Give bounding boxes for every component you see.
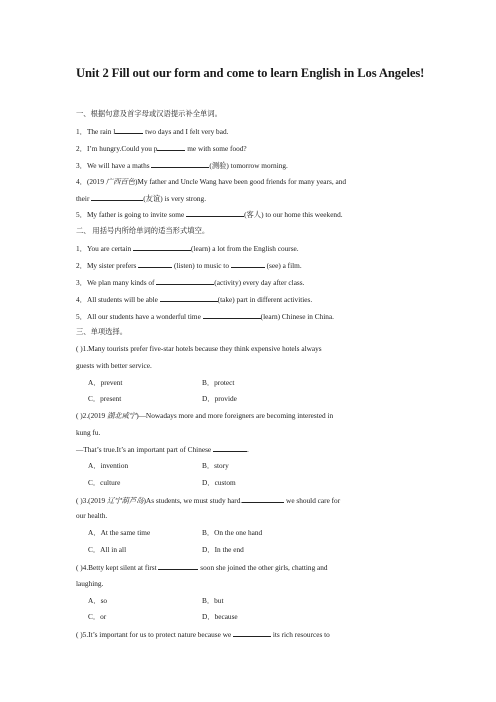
part3-q1-option-c: C．present — [88, 394, 122, 403]
part3-q2-option-c: C．culture — [88, 478, 121, 487]
part3-q2-option-b: B．story — [202, 461, 229, 470]
part3-q4: ( )4.Betty kept silent at first soon she joined the other girls, chatting and — [76, 563, 328, 572]
part1-q4-cont: their (友谊) is very strong. — [76, 194, 207, 203]
part3-q3-option-d: D．In the end — [202, 545, 244, 554]
part3-q4-cont: laughing. — [76, 579, 104, 588]
page-title: Unit 2 Fill out our form and come to learn English in Los Angeles! — [76, 66, 425, 80]
part2-q5: 5．All our students have a wonderful time (learn) Chinese in China. — [76, 312, 335, 321]
section-heading-three: 三、单项选择。 — [76, 327, 128, 336]
part3-q3-cont: our health. — [76, 511, 108, 520]
part2-q3: 3．We plan many kinds of (activity) every day after class. — [76, 278, 305, 287]
part1-q1: 1．The rain l two days and I felt very bad. — [76, 127, 229, 136]
part3-q1-cont: guests with better service. — [76, 361, 152, 370]
part3-q3-option-a: A．At the same time — [88, 528, 151, 537]
part2-q1: 1．You are certain (learn) a lot from the English course. — [76, 244, 299, 253]
part3-q3-option-c: C．All in all — [88, 545, 127, 554]
part1-q2: 2．I’m hungry.Could you p me with some food? — [76, 144, 247, 153]
section-heading-two: 二、 用括号内所给单词的适当形式填空。 — [76, 226, 210, 235]
part3-q5: ( )5.It’s important for us to protect nature because we its rich resources to — [76, 630, 330, 639]
part3-q2-option-d: D．custom — [202, 478, 236, 487]
part3-q4-option-d: D．because — [202, 612, 238, 621]
part3-q2-dialog: —That’s true.It’s an important part of Chinese . — [76, 445, 249, 454]
part3-q2-option-a: A．invention — [88, 461, 129, 470]
part3-q1-option-d: D．provide — [202, 394, 237, 403]
part1-q5: 5．My father is going to invite some (客人) to our home this weekend. — [76, 210, 343, 219]
part3-q4-option-c: C．or — [88, 612, 107, 621]
part3-q1-option-a: A．prevent — [88, 378, 123, 387]
part2-q2: 2．My sister prefers (listen) to music to (see) a film. — [76, 261, 302, 270]
part1-q3: 3．We will have a maths (测验) tomorrow morning. — [76, 161, 288, 170]
part3-q2-cont: kung fu. — [76, 428, 101, 437]
part3-q3: ( )3.(2019 辽宁葫芦岛)As students, we must study hard. we should care for — [76, 496, 341, 505]
part3-q4-option-a: A．so — [88, 596, 108, 605]
part3-q3-option-b: B．On the one hand — [202, 528, 263, 537]
part3-q4-option-b: B．but — [202, 596, 224, 605]
part2-q4: 4．All students will be able (take) part in different activities. — [76, 295, 313, 304]
part3-q2: ( )2.(2019 湖北咸宁)—Nowadays more and more foreigners are becoming interested in — [76, 411, 334, 420]
section-heading-one: 一、根据句意及首字母或汉语提示补全单词。 — [76, 109, 222, 118]
part3-q1-option-b: B．protect — [202, 378, 235, 387]
part1-q4: 4．(2019 广西百色)My father and Uncle Wang have been good friends for many years, and — [76, 177, 346, 186]
part3-q1: ( )1.Many tourists prefer five-star hotels because they think expensive hotels always — [76, 344, 322, 353]
